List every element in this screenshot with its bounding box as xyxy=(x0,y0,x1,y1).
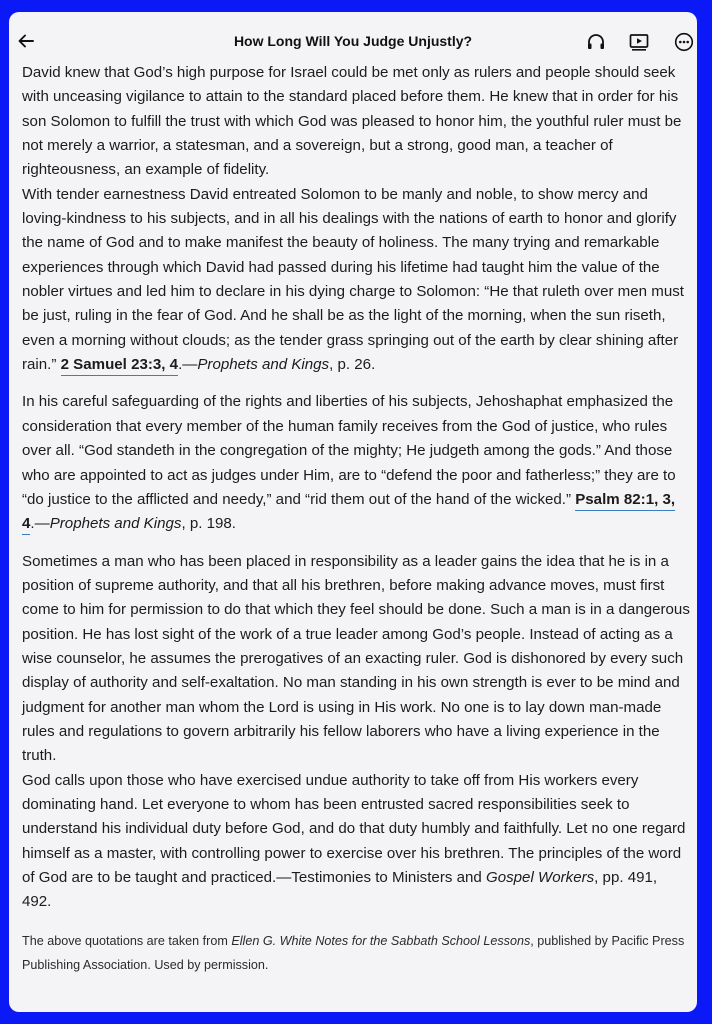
permission-note-source: Ellen G. White Notes for the Sabbath School Lessons xyxy=(231,933,531,948)
paragraph-3 xyxy=(22,390,690,536)
citation-page: , p. 26. xyxy=(329,356,376,374)
citation-dash: .— xyxy=(30,515,50,533)
citation-source: Gospel Workers xyxy=(485,869,595,886)
citation-dash: .— xyxy=(178,356,198,374)
paragraph-4: Sometimes a man who has been placed in responsibility as a leader gains the idea that he is in a position of supreme authority, and that all his brethren, before making advance moves, must first come to him for permission to do that which they feel should be done. Such a man is in a dangerous position. He has lost sight of the work of a true leader among God’s people. Instead of acting as a wise counselor, he assumes the prerogatives of an exacting ruler. God is dishonored by every such display of authority and self-exaltation. No man standing in his own strength is ever to be mind and judgment for another man whom the Lord is using in His work. No one is to lay down man-made rules and regulations to govern arbitrarily his fellow laborers who have a living experience in the truth. xyxy=(22,552,690,765)
scripture-link-psalm[interactable]: Psalm 82:1, 3, 4 xyxy=(22,491,675,535)
citation-page: , pp. 491, 492. xyxy=(22,869,658,911)
video-button[interactable] xyxy=(628,31,650,53)
paragraph-2-text: With tender earnestness David entreated Solomon to be manly and noble, to show mercy and loving-kindness to his subjects, and in all his dealings with the nations of earth to honor and glorify the name of God and to make manifest the beauty of holiness. The many trying and remarkable experiences through which David had passed during his lifetime had taught him the value of the nobler virtues and led him to declare in his dying charge to Solomon: “He that ruleth over men must be just, ruling in the fear of God. And he shall be as the light of the morning, when the sun riseth, even a morning without clouds; as the tender grass springing out of the earth by clear shining after rain.” xyxy=(22,185,684,374)
scripture-link-2-samuel[interactable]: 2 Samuel 23:3, 4 xyxy=(61,356,178,376)
listen-button[interactable] xyxy=(585,31,607,53)
top-bar xyxy=(9,26,697,58)
citation-source: Prophets and Kings xyxy=(197,356,330,374)
citation-page: , p. 198. xyxy=(181,515,236,533)
paragraph-3-text: In his careful safeguarding of the rights and liberties of his subjects, Jehoshaphat emphasized the consideration that every member of the human family receives from the God of justice, who rules over all. “God standeth in the congregation of the mighty; He judgeth among the gods.” And those who are appointed to act as judges under Him, are to “defend the poor and fatherless;” they are to “do justice to the afflicted and needy,” and “rid them out of the hand of the wicked.” xyxy=(22,393,676,508)
page-title: How Long Will You Judge Unjustly? xyxy=(233,33,473,49)
lesson-content xyxy=(22,61,690,977)
paragraph-2 xyxy=(22,183,690,378)
permission-note-publisher: , published by Pacific Press Publishing Association. Used by permission. xyxy=(22,933,685,972)
paragraph-5-text: God calls upon those who have exercised undue authority to take off from His workers every dominating hand. Let everyone to whom has been entrusted sacred responsibilities seek to understand his individual duty before God, and do that duty humbly and faithfully. Let no one regard himself as a master, with controlling power to exercise over his brethren. The principles of the word of God are to be taught and practiced.—Testimonies to Ministers and xyxy=(22,771,686,886)
play-video-icon xyxy=(628,31,650,53)
permission-note-text: The above quotations are taken from xyxy=(22,933,232,948)
paragraph-5 xyxy=(22,769,690,915)
citation-source: Prophets and Kings xyxy=(49,515,182,533)
more-icon xyxy=(673,31,695,53)
paragraph-1: David knew that God’s high purpose for Israel could be met only as rulers and people should seek with unceasing vigilance to attain to the standard placed before them. He knew that in order for his son Solomon to fulfill the trust with which God was pleased to honor him, the youthful ruler must be not merely a warrior, a statesman, and a sovereign, but a strong, good man, a teacher of righteousness, an example of fidelity. xyxy=(22,64,682,179)
more-button[interactable] xyxy=(673,31,695,53)
permission-note xyxy=(22,929,690,977)
headphones-icon xyxy=(585,31,607,53)
reader-window xyxy=(9,12,697,1012)
